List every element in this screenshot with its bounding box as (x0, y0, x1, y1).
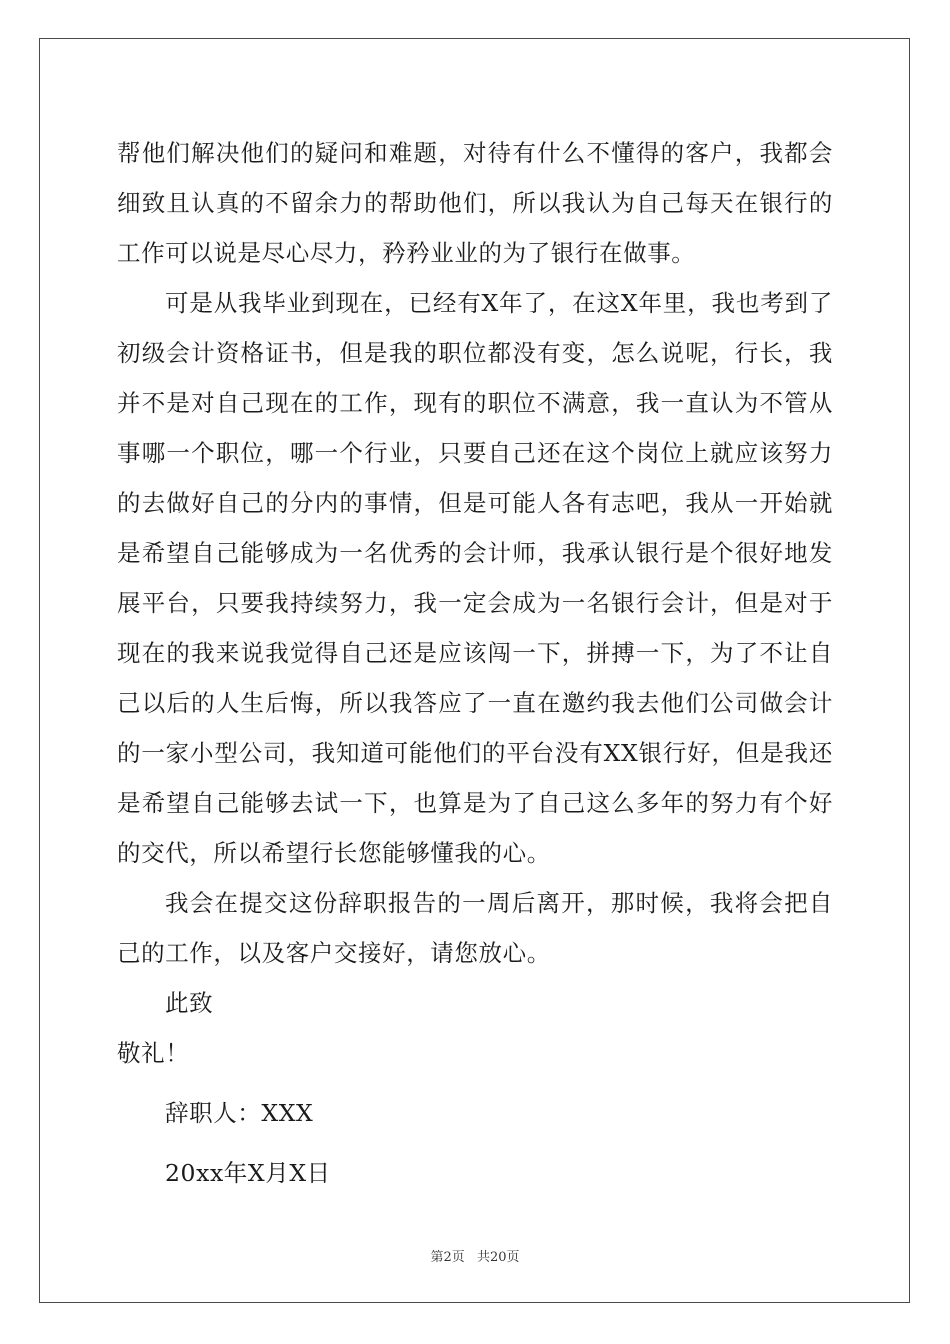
letter-date: 20xx年X月X日 (165, 1159, 331, 1187)
salutation-line-1: 此致 (165, 989, 214, 1017)
page-number-footer (0, 1246, 950, 1265)
paragraph-3: 我会在提交这份辞职报告的一周后离开，那时候，我将会把自己的工作，以及客户交接好，请您放心。 (117, 889, 833, 967)
salutation-line-2: 敬礼！ (117, 1039, 190, 1067)
page-total: 共20页 (476, 1250, 520, 1265)
document-body (117, 128, 833, 1198)
paragraph-2: 可是从我毕业到现在，已经有X年了，在这X年里，我也考到了初级会计资格证书，但是我的职位都没有变，怎么说呢，行长，我并不是对自己现在的工作，现有的职位不满意，我一直认为不管从事哪一个职位，哪一个行业，只要自己还在这个岗位上就应该努力的去做好自己的分内的事情，但是可能人各有志吧，我从一开始就是希望自己能够成为一名优秀的会计师，我承认银行是个很好地发展平台，只要我持续努力，我一定会成为一名银行会计，但是对于现在的我来说我觉得自己还是应该闯一下，拼搏一下，为了不让自己以后的人生后悔，所以我答应了一直在邀约我去他们公司做会计的一家小型公司，我知道可能他们的平台没有XX银行好，但是我还是希望自己能够去试一下，也算是为了自己这么多年的努力有个好的交代，所以希望行长您能够懂我的心。 (117, 289, 833, 867)
resigner-signature: 辞职人：XXX (165, 1099, 314, 1127)
paragraph-1: 帮他们解决他们的疑问和难题，对待有什么不懂得的客户，我都会细致且认真的不留余力的帮助他们，所以我认为自己每天在银行的工作可以说是尽心尽力，矜矜业业的为了银行在做事。 (117, 139, 833, 267)
page-current: 第2页 (430, 1250, 465, 1265)
